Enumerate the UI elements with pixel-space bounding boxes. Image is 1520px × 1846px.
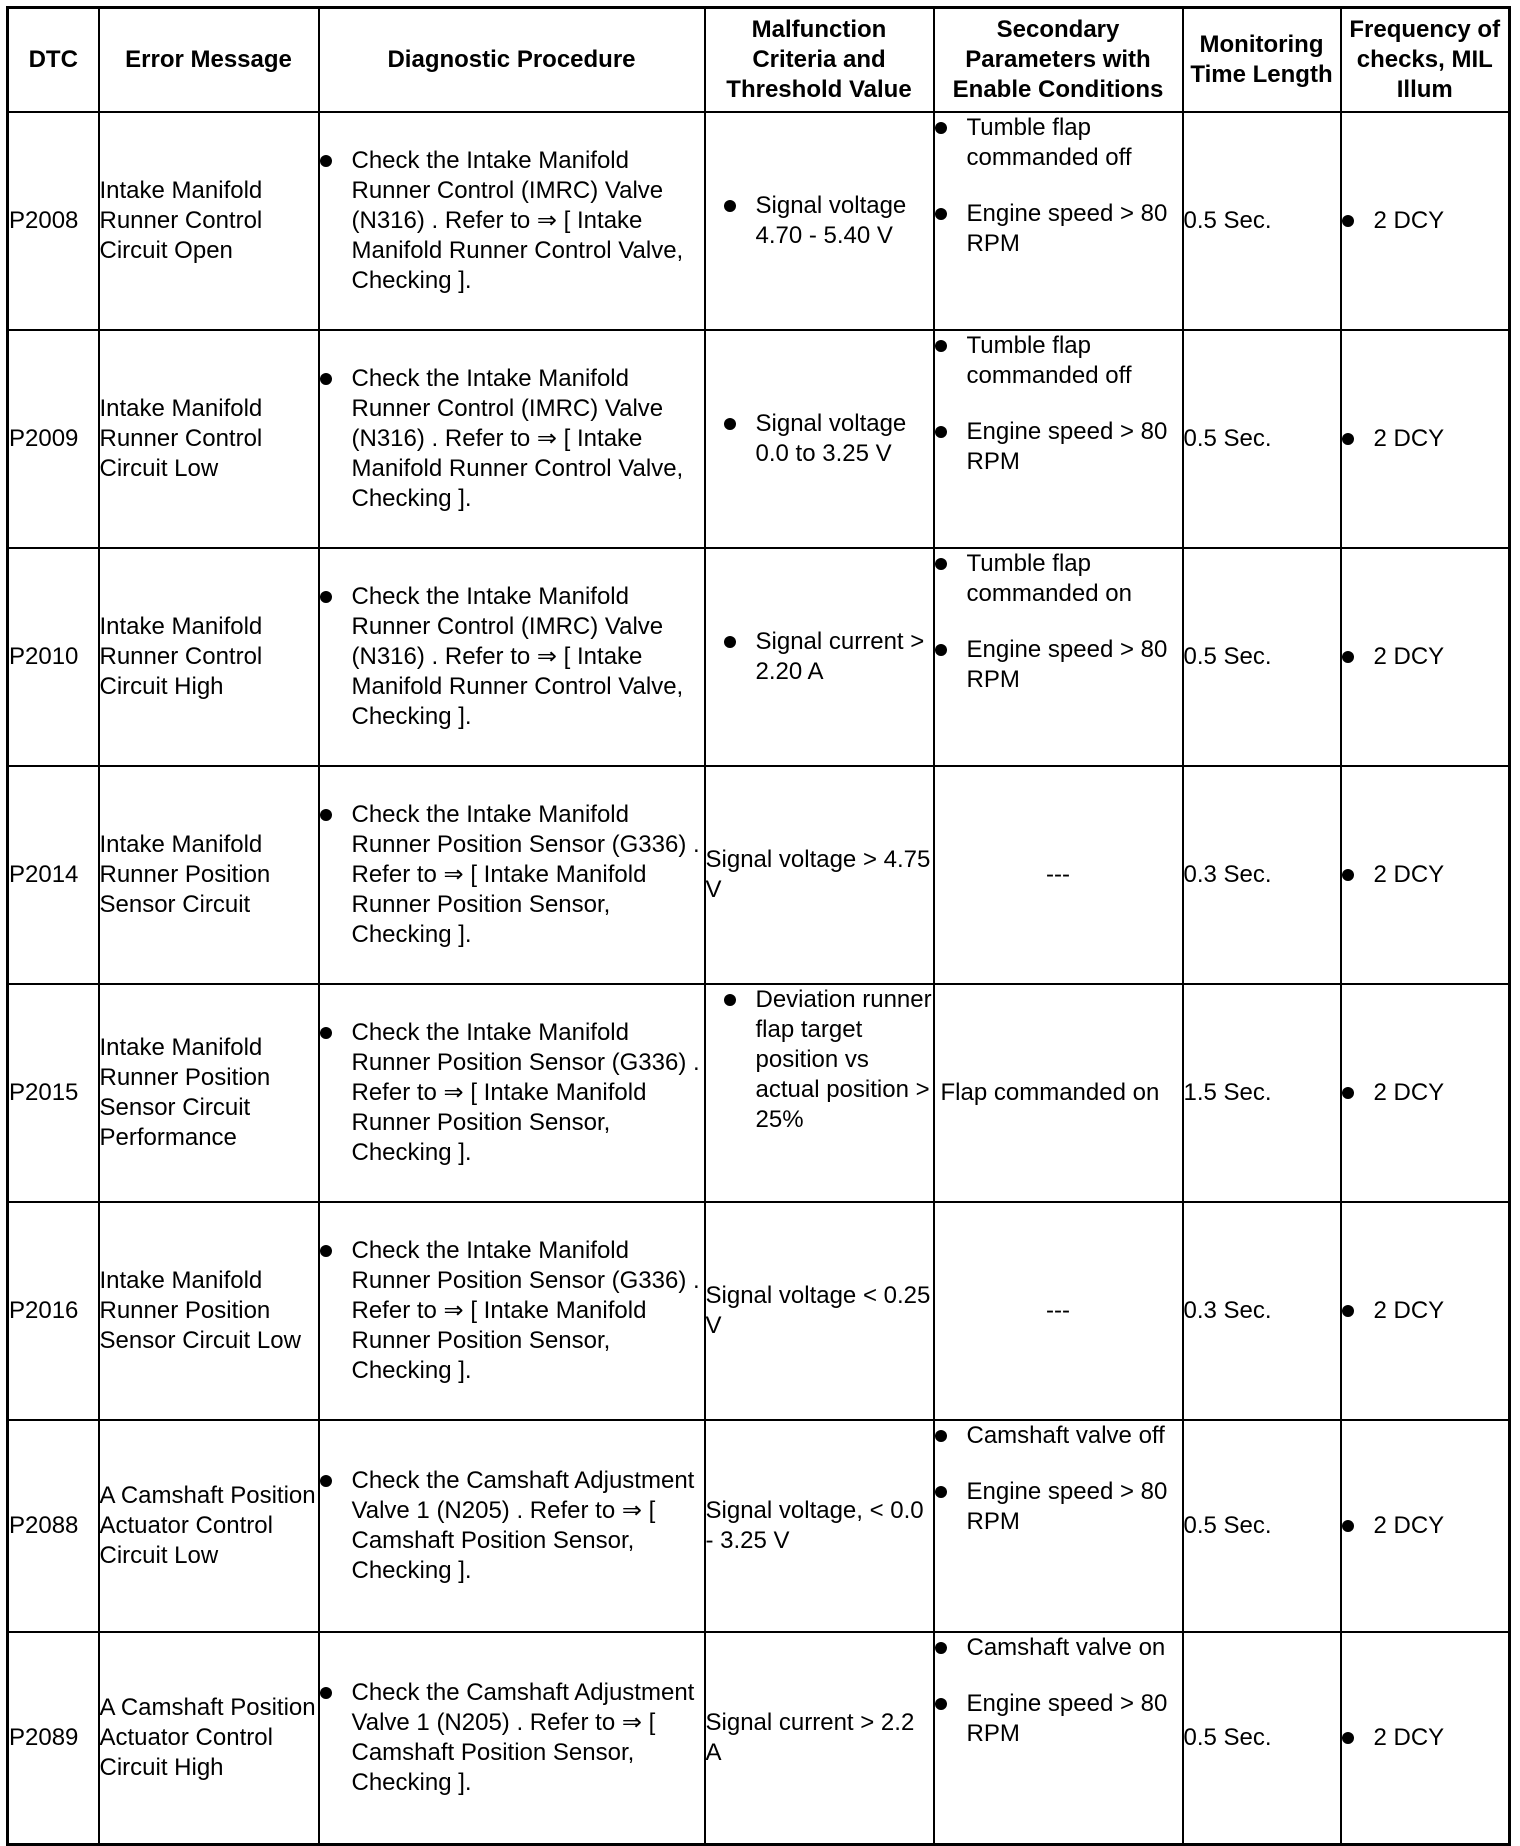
dtc-code: P2015 bbox=[8, 984, 99, 1202]
bullet-icon bbox=[724, 200, 736, 212]
dtc-code: P2016 bbox=[8, 1202, 99, 1420]
criteria-text: Signal voltage 0.0 to 3.25 V bbox=[755, 410, 907, 467]
malfunction-criteria: Signal voltage > 4.75 V bbox=[705, 766, 934, 984]
bullet-icon bbox=[724, 418, 736, 430]
monitoring-time: 0.3 Sec. bbox=[1183, 766, 1341, 984]
bullet-icon bbox=[320, 1475, 332, 1487]
bullet-icon bbox=[1342, 215, 1354, 227]
malfunction-criteria: Signal voltage, < 0.0 - 3.25 V bbox=[705, 1420, 934, 1632]
frequency bbox=[1341, 1420, 1510, 1632]
bullet-icon bbox=[935, 122, 947, 134]
monitoring-time: 0.5 Sec. bbox=[1183, 1420, 1341, 1632]
criteria-text: Signal voltage 4.70 - 5.40 V bbox=[755, 192, 907, 249]
monitoring-time: 0.3 Sec. bbox=[1183, 1202, 1341, 1420]
frequency-text: 2 DCY bbox=[1373, 1723, 1445, 1751]
secondary-item: Engine speed > 80 RPM bbox=[966, 636, 1168, 693]
malfunction-criteria bbox=[705, 112, 934, 330]
procedure-text: Check the Camshaft Adjustment Valve 1 (N205) . Refer to ⇒ [ Camshaft Position Sensor, Checking ]. bbox=[351, 1678, 695, 1796]
diagnostic-procedure bbox=[319, 1202, 705, 1420]
table-row bbox=[8, 1202, 1510, 1420]
procedure-text: Check the Intake Manifold Runner Control (IMRC) Valve (N316) . Refer to ⇒ [ Intake Manifold Runner Control Valve, Checking ]. bbox=[351, 147, 684, 294]
malfunction-criteria: Signal current > 2.2 A bbox=[705, 1632, 934, 1844]
dtc-code: P2014 bbox=[8, 766, 99, 984]
diagnostic-procedure bbox=[319, 548, 705, 766]
frequency-text: 2 DCY bbox=[1373, 643, 1445, 670]
bullet-icon bbox=[724, 994, 736, 1006]
table-row bbox=[8, 1632, 1510, 1844]
table-row bbox=[8, 330, 1510, 548]
secondary-parameters bbox=[934, 1420, 1183, 1632]
header-malfunction-criteria: Malfunction Criteria and Threshold Value bbox=[705, 8, 934, 113]
error-message: Intake Manifold Runner Position Sensor Circuit Low bbox=[99, 1202, 319, 1420]
diagnostic-procedure bbox=[319, 112, 705, 330]
secondary-parameters: --- bbox=[934, 1202, 1183, 1420]
bullet-icon bbox=[935, 1430, 947, 1442]
malfunction-criteria bbox=[705, 984, 934, 1202]
monitoring-time: 0.5 Sec. bbox=[1183, 1632, 1341, 1844]
bullet-icon bbox=[320, 1687, 332, 1699]
secondary-parameters bbox=[934, 548, 1183, 766]
bullet-icon bbox=[935, 558, 947, 570]
bullet-icon bbox=[320, 1245, 332, 1257]
secondary-item: Camshaft valve on bbox=[966, 1634, 1166, 1661]
bullet-icon bbox=[1342, 651, 1354, 663]
error-message: Intake Manifold Runner Control Circuit High bbox=[99, 548, 319, 766]
secondary-parameters bbox=[934, 1632, 1183, 1844]
table-row bbox=[8, 766, 1510, 984]
bullet-icon bbox=[935, 1642, 947, 1654]
monitoring-time: 0.5 Sec. bbox=[1183, 330, 1341, 548]
error-message: A Camshaft Position Actuator Control Circuit High bbox=[99, 1632, 319, 1844]
secondary-item: Tumble flap commanded off bbox=[966, 114, 1132, 171]
secondary-item: Camshaft valve off bbox=[966, 1422, 1165, 1449]
bullet-icon bbox=[1342, 1087, 1354, 1099]
bullet-icon bbox=[935, 644, 947, 656]
secondary-parameters: Flap commanded on bbox=[934, 984, 1183, 1202]
diagnostic-procedure bbox=[319, 984, 705, 1202]
frequency-text: 2 DCY bbox=[1373, 425, 1445, 452]
monitoring-time: 0.5 Sec. bbox=[1183, 548, 1341, 766]
header-monitoring-time: Monitoring Time Length bbox=[1183, 8, 1341, 113]
bullet-icon bbox=[935, 426, 947, 438]
bullet-icon bbox=[1342, 1305, 1354, 1317]
secondary-item: Tumble flap commanded off bbox=[966, 332, 1132, 389]
frequency-text: 2 DCY bbox=[1373, 1512, 1445, 1539]
bullet-icon bbox=[1342, 1520, 1354, 1532]
secondary-item: Engine speed > 80 RPM bbox=[966, 418, 1168, 475]
bullet-icon bbox=[935, 208, 947, 220]
procedure-text: Check the Intake Manifold Runner Position Sensor (G336) . Refer to ⇒ [ Intake Manifold Runner Position Sensor, Checking ]. bbox=[351, 1019, 700, 1166]
frequency-text: 2 DCY bbox=[1373, 207, 1445, 234]
frequency-text: 2 DCY bbox=[1373, 861, 1445, 888]
criteria-text: Signal current > 2.20 A bbox=[755, 628, 925, 685]
bullet-icon bbox=[724, 636, 736, 648]
malfunction-criteria bbox=[705, 548, 934, 766]
frequency-text: 2 DCY bbox=[1373, 1079, 1445, 1106]
monitoring-time: 1.5 Sec. bbox=[1183, 984, 1341, 1202]
bullet-icon bbox=[1342, 869, 1354, 881]
frequency bbox=[1341, 112, 1510, 330]
frequency bbox=[1341, 330, 1510, 548]
monitoring-time: 0.5 Sec. bbox=[1183, 112, 1341, 330]
table-row bbox=[8, 984, 1510, 1202]
frequency bbox=[1341, 548, 1510, 766]
dtc-code: P2008 bbox=[8, 112, 99, 330]
secondary-item: Tumble flap commanded on bbox=[966, 550, 1132, 607]
frequency bbox=[1341, 1632, 1510, 1844]
table-row bbox=[8, 1420, 1510, 1632]
bullet-icon bbox=[320, 1027, 332, 1039]
bullet-icon bbox=[320, 591, 332, 603]
secondary-item: Engine speed > 80 RPM bbox=[966, 200, 1168, 257]
procedure-text: Check the Intake Manifold Runner Control (IMRC) Valve (N316) . Refer to ⇒ [ Intake Manifold Runner Control Valve, Checking ]. bbox=[351, 365, 684, 512]
error-message: Intake Manifold Runner Control Circuit Open bbox=[99, 112, 319, 330]
bullet-icon bbox=[320, 809, 332, 821]
dtc-code: P2089 bbox=[8, 1632, 99, 1844]
malfunction-criteria: Signal voltage < 0.25 V bbox=[705, 1202, 934, 1420]
error-message: Intake Manifold Runner Position Sensor Circuit bbox=[99, 766, 319, 984]
bullet-icon bbox=[1342, 433, 1354, 445]
criteria-text: Deviation runner flap target position vs actual position > 25% bbox=[755, 986, 932, 1133]
error-message: Intake Manifold Runner Control Circuit Low bbox=[99, 330, 319, 548]
bullet-icon bbox=[1342, 1732, 1354, 1744]
header-dtc: DTC bbox=[8, 8, 99, 113]
secondary-parameters bbox=[934, 330, 1183, 548]
table-row bbox=[8, 112, 1510, 330]
diagnostic-procedure bbox=[319, 1420, 705, 1632]
header-diagnostic-procedure: Diagnostic Procedure bbox=[319, 8, 705, 113]
bullet-icon bbox=[320, 373, 332, 385]
dtc-code: P2009 bbox=[8, 330, 99, 548]
error-message: Intake Manifold Runner Position Sensor Circuit Performance bbox=[99, 984, 319, 1202]
secondary-item: Engine speed > 80 RPM bbox=[966, 1690, 1168, 1747]
header-secondary-parameters: Secondary Parameters with Enable Conditions bbox=[934, 8, 1183, 113]
bullet-icon bbox=[935, 340, 947, 352]
frequency bbox=[1341, 766, 1510, 984]
diagnostic-procedure bbox=[319, 330, 705, 548]
diagnostic-procedure bbox=[319, 1632, 705, 1844]
error-message: A Camshaft Position Actuator Control Circuit Low bbox=[99, 1420, 319, 1632]
dtc-code: P2088 bbox=[8, 1420, 99, 1632]
bullet-icon bbox=[935, 1698, 947, 1710]
table-row bbox=[8, 548, 1510, 766]
frequency bbox=[1341, 1202, 1510, 1420]
dtc-code: P2010 bbox=[8, 548, 99, 766]
header-error-message: Error Message bbox=[99, 8, 319, 113]
frequency-text: 2 DCY bbox=[1373, 1297, 1445, 1324]
bullet-icon bbox=[935, 1486, 947, 1498]
procedure-text: Check the Intake Manifold Runner Control (IMRC) Valve (N316) . Refer to ⇒ [ Intake Manifold Runner Control Valve, Checking ]. bbox=[351, 583, 684, 730]
procedure-text: Check the Camshaft Adjustment Valve 1 (N205) . Refer to ⇒ [ Camshaft Position Sensor, Checking ]. bbox=[351, 1467, 695, 1584]
secondary-parameters: --- bbox=[934, 766, 1183, 984]
dtc-table bbox=[6, 6, 1511, 1846]
procedure-text: Check the Intake Manifold Runner Position Sensor (G336) . Refer to ⇒ [ Intake Manifold Runner Position Sensor, Checking ]. bbox=[351, 1237, 700, 1384]
diagnostic-procedure bbox=[319, 766, 705, 984]
bullet-icon bbox=[320, 155, 332, 167]
header-frequency: Frequency of checks, MIL Illum bbox=[1341, 8, 1510, 113]
secondary-item: Engine speed > 80 RPM bbox=[966, 1478, 1168, 1535]
malfunction-criteria bbox=[705, 330, 934, 548]
procedure-text: Check the Intake Manifold Runner Position Sensor (G336) . Refer to ⇒ [ Intake Manifold Runner Position Sensor, Checking ]. bbox=[351, 801, 700, 948]
frequency bbox=[1341, 984, 1510, 1202]
secondary-parameters bbox=[934, 112, 1183, 330]
header-row bbox=[8, 8, 1510, 113]
